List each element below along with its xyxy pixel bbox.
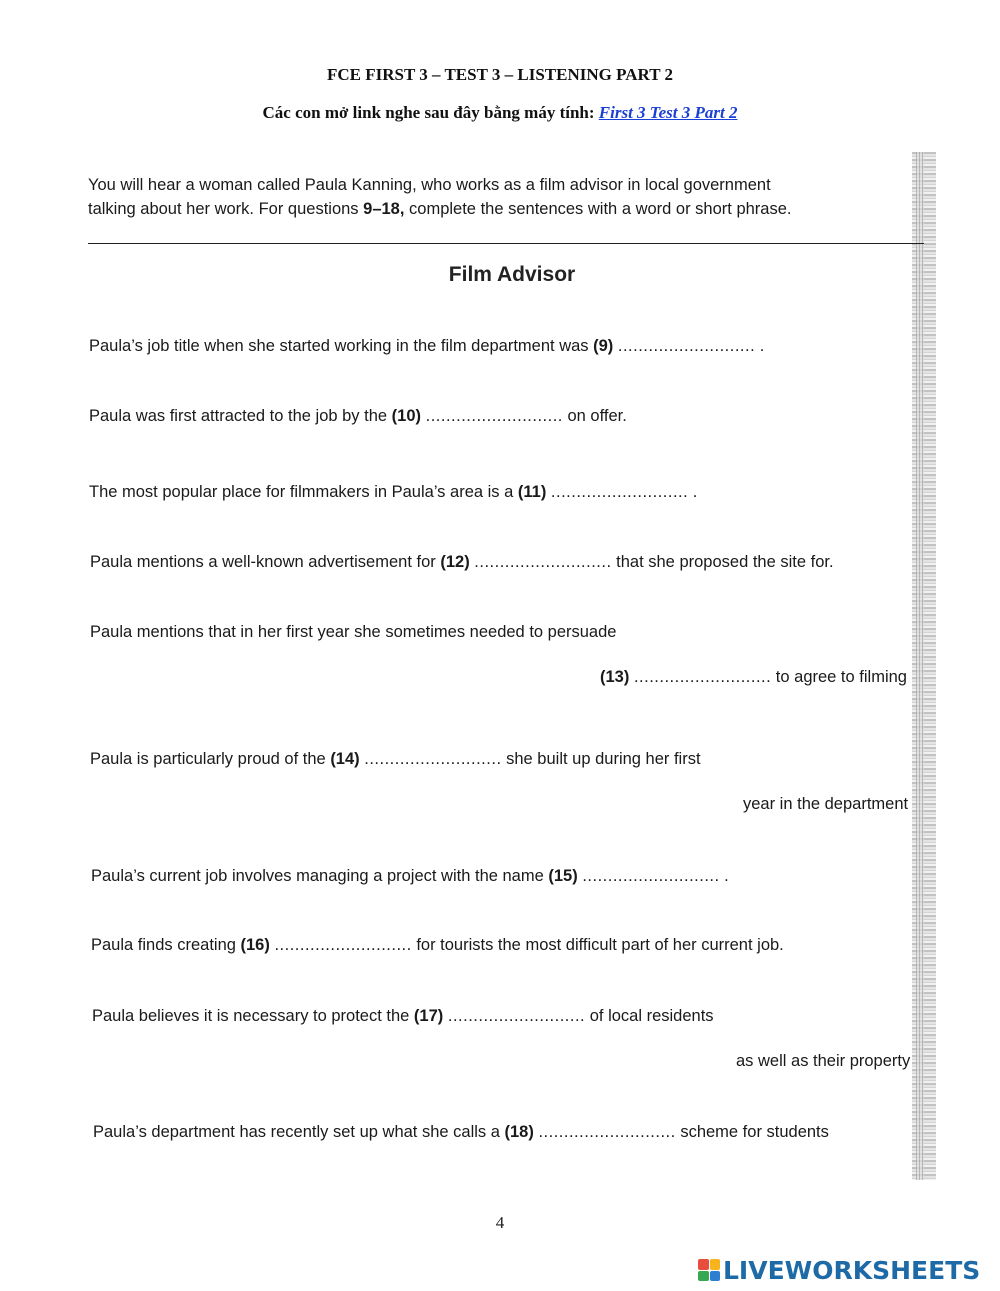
question-number: (9) [593, 337, 614, 355]
answer-blank-13[interactable]: ........................... [633, 668, 772, 686]
intro-line-2: talking about her work. For questions 9–18, complete the sentences with a word or short phrase. [88, 200, 792, 218]
worksheet-title: FCE FIRST 3 – TEST 3 – LISTENING PART 2 [327, 65, 673, 84]
question-10: Paula was first attracted to the job by the (10) ........................... on offer. [89, 407, 627, 425]
question-number: (15) [548, 867, 578, 885]
answer-blank-12[interactable]: ........................... [474, 553, 612, 571]
question-number: (13) [600, 668, 630, 686]
question-15: Paula’s current job involves managing a project with the name (15) ........................... . [91, 867, 729, 885]
answer-blank-9[interactable]: ........................... [617, 337, 756, 355]
question-9: Paula’s job title when she started working in the film department was (9) ........................... . [89, 337, 765, 355]
section-title: Film Advisor [448, 263, 576, 286]
question-16: Paula finds creating (16) ........................... for tourists the most difficult part of her current job. [91, 936, 784, 954]
question-number: (17) [413, 1007, 444, 1025]
liveworksheets-brand[interactable] [698, 1256, 980, 1284]
answer-blank-15[interactable]: ........................... [582, 867, 720, 885]
question-range: 9–18, [363, 200, 405, 218]
question-14-line-1: Paula is particularly proud of the (14) ........................... she built up during her first [90, 750, 701, 768]
answer-blank-14[interactable]: ........................... [364, 750, 502, 768]
question-13-line-1: Paula mentions that in her first year she sometimes needed to persuade [90, 623, 617, 641]
question-number: (18) [504, 1123, 534, 1141]
liveworksheets-logo-icon [698, 1259, 720, 1281]
question-17-line-1: Paula believes it is necessary to protect the (17) ........................... of local residents [92, 1007, 714, 1025]
page-number: 4 [495, 1213, 505, 1232]
answer-blank-16[interactable]: ........................... [274, 936, 412, 954]
question-14-line-2: year in the department [743, 795, 909, 813]
question-18: Paula’s department has recently set up what she calls a (18) ........................... scheme for students [93, 1123, 829, 1141]
divider-line [88, 243, 924, 244]
answer-blank-17[interactable]: ........................... [447, 1007, 586, 1025]
brand-name: LIVEWORKSHEETS [723, 1255, 981, 1285]
intro-line-1: You will hear a woman called Paula Kanning, who works as a film advisor in local government [88, 176, 771, 194]
question-number: (14) [330, 750, 360, 768]
question-13-line-2: (13) ........................... to agree to filming [600, 668, 907, 686]
answer-blank-18[interactable]: ........................... [538, 1123, 676, 1141]
question-number: (16) [240, 936, 270, 954]
task-intro [88, 173, 928, 221]
scan-shadow-edge [912, 152, 936, 1180]
question-number: (10) [391, 407, 422, 425]
instruction-text: Các con mở link nghe sau đây bằng máy tính: [262, 103, 595, 122]
audio-link[interactable]: First 3 Test 3 Part 2 [598, 103, 738, 122]
answer-blank-10[interactable]: ........................... [425, 407, 563, 425]
question-11: The most popular place for filmmakers in Paula’s area is a (11) ........................... . [89, 483, 698, 501]
question-number: (12) [440, 553, 470, 571]
question-12: Paula mentions a well-known advertisement for (12) ........................... that she proposed the site for. [90, 553, 834, 571]
question-17-line-2: as well as their property [736, 1052, 911, 1070]
listening-instruction [0, 103, 1000, 123]
answer-blank-11[interactable]: ........................... [550, 483, 689, 501]
question-number: (11) [517, 483, 547, 501]
